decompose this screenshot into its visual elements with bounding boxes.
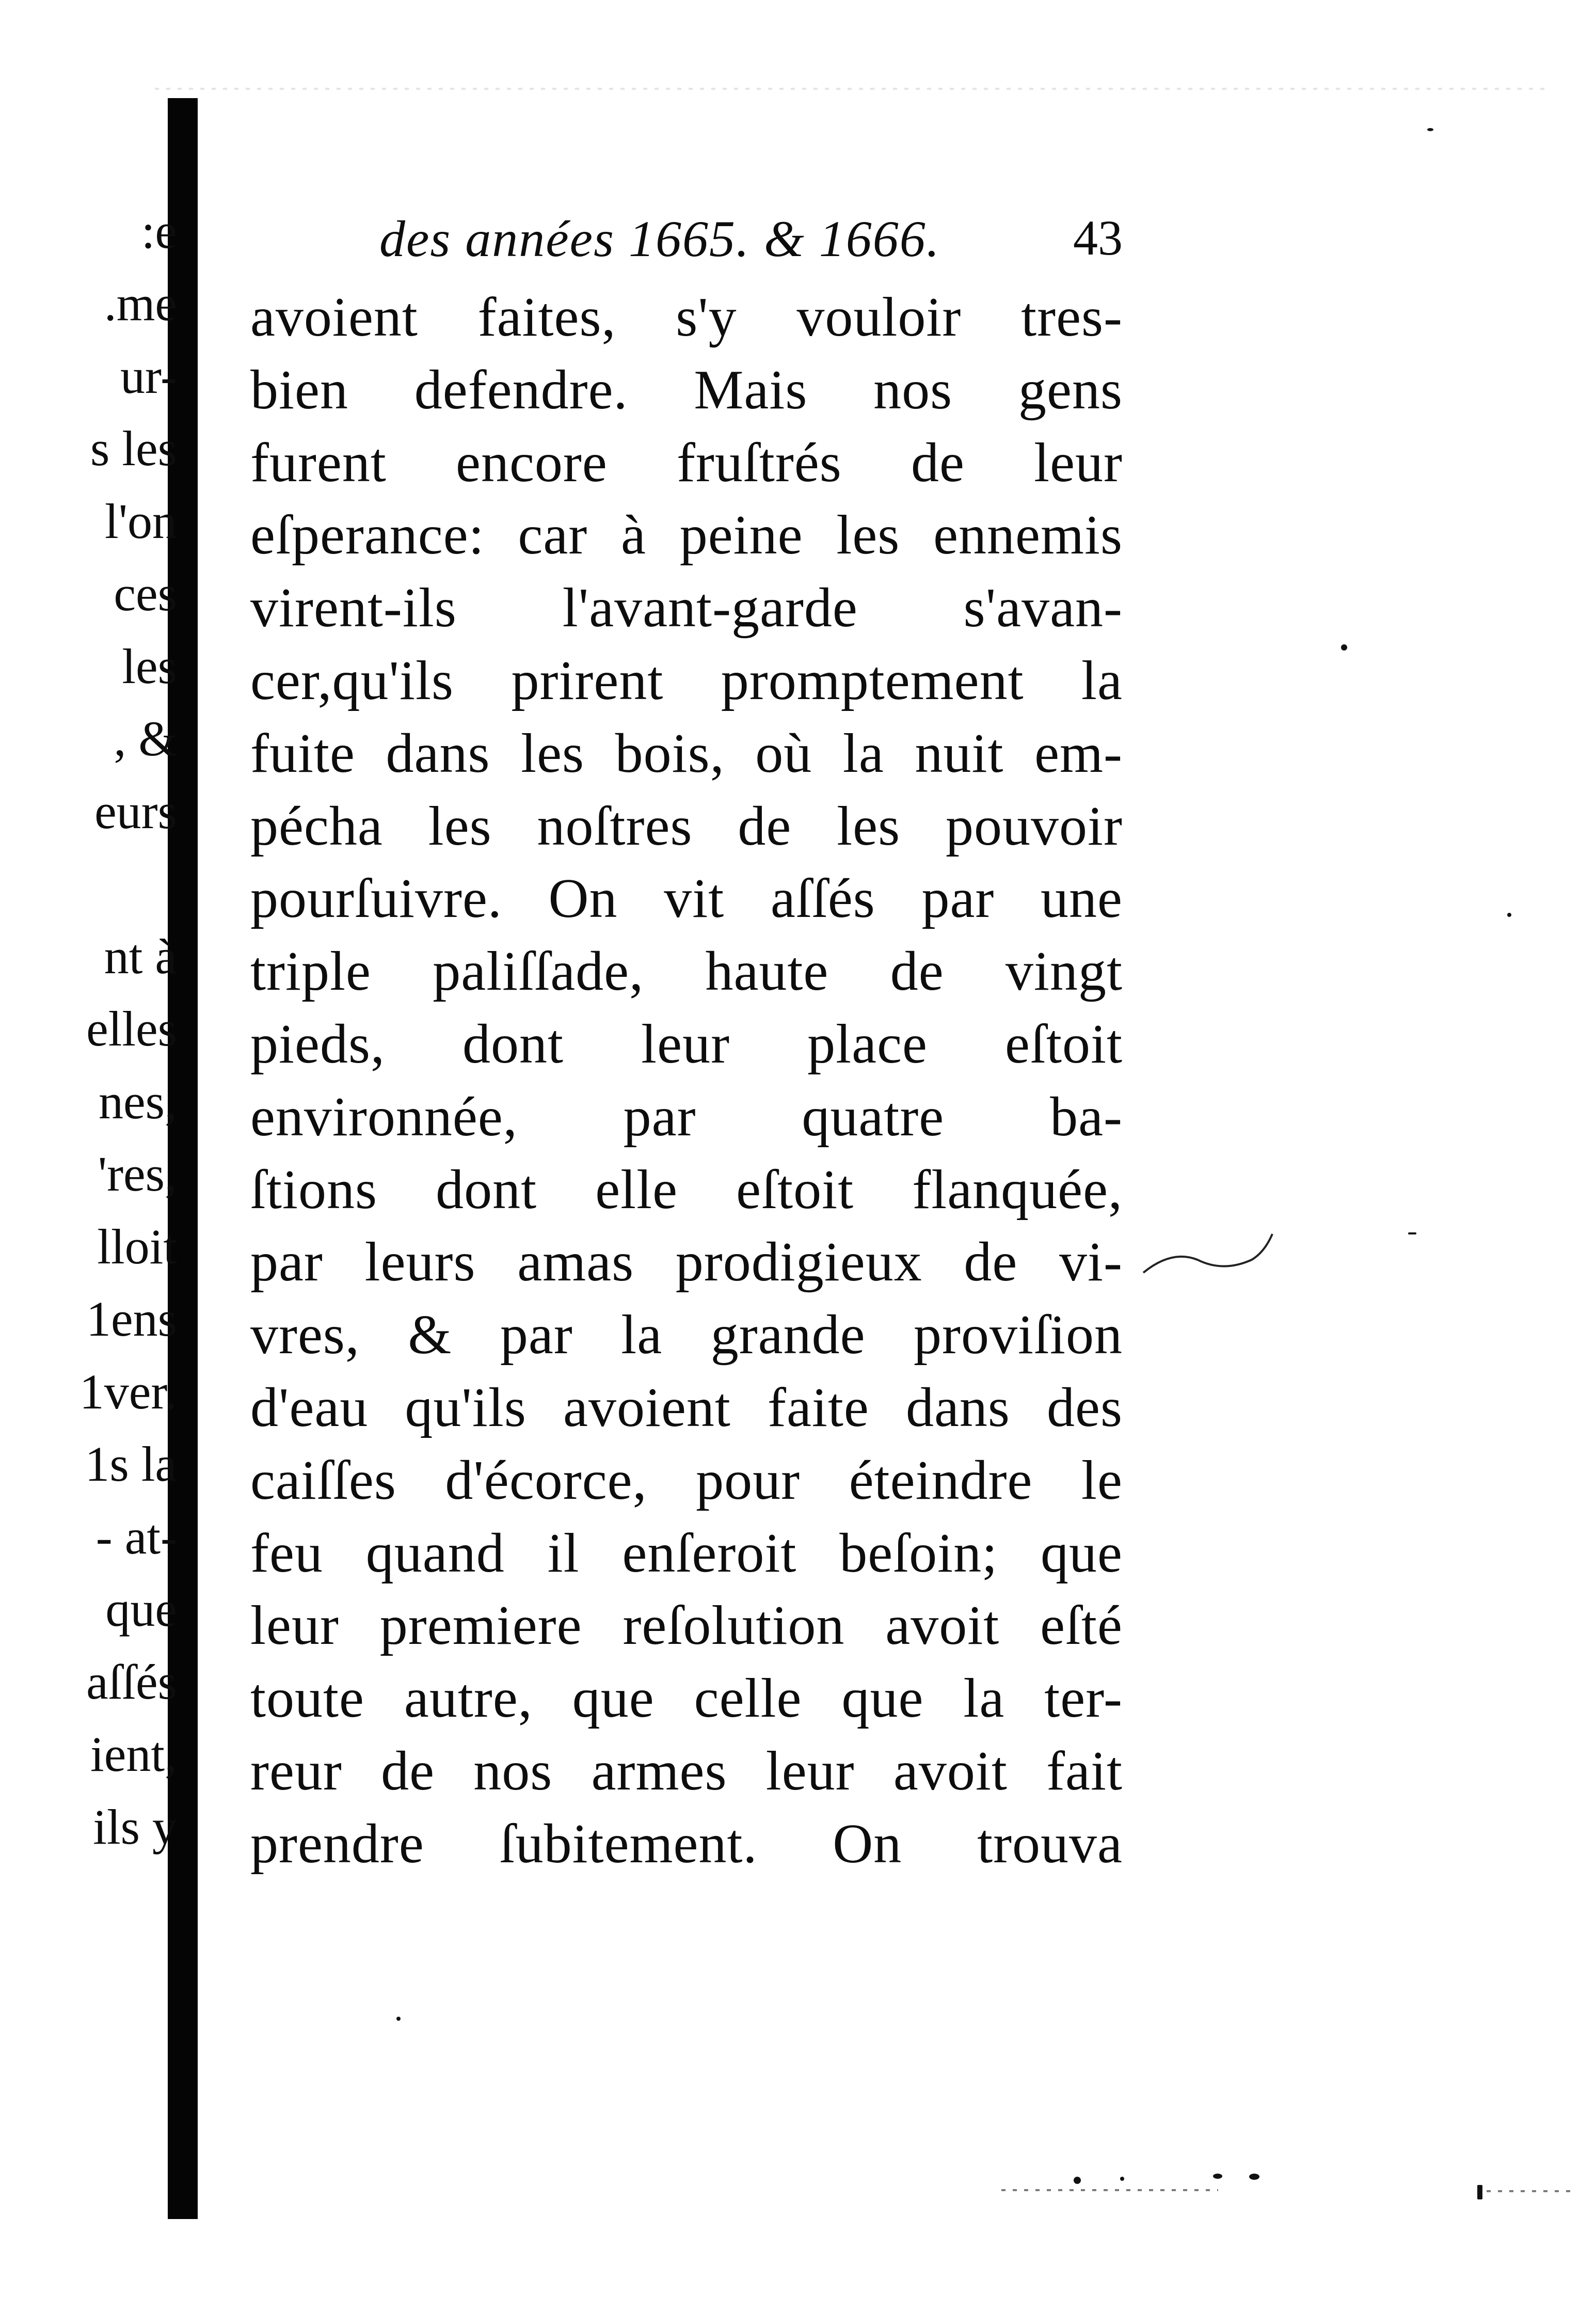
- scan-dashes: [155, 88, 1549, 90]
- text-line: ſtions dont elle eſtoit flanquée,: [250, 1159, 1123, 1221]
- text-line: pécha les noſtres de les pouvoir: [250, 795, 1123, 857]
- text-line: pourſuivre. On vit aſſés par une: [250, 868, 1123, 930]
- text-line: leur premiere reſolution avoit eſté: [250, 1595, 1123, 1657]
- scan-dashes: [1487, 2190, 1574, 2192]
- fragment-line: ur-: [120, 348, 177, 404]
- text-line: avoient faites, s'y vouloir tres-: [250, 287, 1123, 348]
- fragment-line: - at-: [95, 1509, 177, 1564]
- running-title: des années 1665. & 1666.: [379, 210, 940, 267]
- fragment-line: les: [122, 639, 177, 694]
- text-line: par leurs amas prodigieux de vi-: [250, 1231, 1123, 1293]
- fragment-line: nes,: [99, 1074, 177, 1129]
- fragment-line: :e: [141, 203, 177, 259]
- scan-speck: [396, 2017, 401, 2021]
- text-line: triple paliſſade, haute de vingt: [250, 941, 1123, 1003]
- fragment-line: elles: [86, 1001, 177, 1056]
- text-line: virent-ils l'avant-garde s'avan-: [250, 577, 1123, 639]
- scan-speck: [1249, 2174, 1259, 2180]
- fragment-line: aſſés: [86, 1654, 177, 1709]
- scan-speck: [1341, 644, 1347, 651]
- fragment-line: 1ver.: [79, 1364, 177, 1419]
- text-line: d'eau qu'ils avoient faite dans des: [250, 1376, 1123, 1438]
- text-line: caiſſes d'écorce, pour éteindre le: [250, 1449, 1123, 1511]
- fragment-line: eurs: [94, 784, 177, 839]
- fragment-line: que: [105, 1581, 177, 1637]
- text-line: fuite dans les bois, où la nuit em-: [250, 722, 1123, 784]
- text-line: furent encore fruſtrés de leur: [250, 432, 1123, 494]
- scan-speck: [1477, 2185, 1482, 2199]
- fragment-line: ils y: [93, 1799, 177, 1855]
- text-line: cer,qu'ils prirent promptement la: [250, 650, 1123, 711]
- text-line: prendre ſubitement. On trouva: [250, 1813, 1123, 1875]
- scan-speck: [1213, 2174, 1222, 2179]
- fragment-line: 1s la: [85, 1436, 177, 1492]
- fragment-line: , &: [114, 711, 177, 766]
- fragment-line: .me: [104, 276, 177, 331]
- scan-speck: [1408, 1232, 1416, 1234]
- fragment-line: 'res,: [98, 1146, 177, 1201]
- fragment-line: ient,: [90, 1726, 177, 1782]
- fragment-line: 1ens: [86, 1291, 177, 1346]
- text-line: eſperance: car à peine les ennemis: [250, 504, 1123, 566]
- scan-stroke: [1141, 1229, 1280, 1291]
- text-line: feu quand il enſeroit beſoin; que: [250, 1522, 1123, 1584]
- scan-speck: [1120, 2177, 1124, 2181]
- scan-speck: [1507, 913, 1511, 917]
- body-text: [250, 281, 1123, 1881]
- text-line: toute autre, que celle que la ter-: [250, 1668, 1123, 1730]
- scan-dashes: [1001, 2189, 1218, 2191]
- fragment-line: nt à: [104, 929, 177, 984]
- fragment-line: lloit: [97, 1219, 177, 1274]
- fragment-line: l'on: [105, 494, 177, 549]
- page-number: 43: [1073, 210, 1123, 265]
- fragment-line: s les: [90, 421, 177, 476]
- text-line: environnée, par quatre ba-: [250, 1086, 1123, 1148]
- text-line: vres, & par la grande proviſion: [250, 1304, 1123, 1366]
- scan-speck: [1074, 2177, 1081, 2184]
- scan-speck: [1427, 128, 1433, 131]
- text-line: pieds, dont leur place eſtoit: [250, 1013, 1123, 1075]
- text-line: bien defendre. Mais nos gens: [250, 359, 1123, 421]
- running-header: [379, 209, 1123, 271]
- text-line: reur de nos armes leur avoit fait: [250, 1740, 1123, 1802]
- fragment-line: ces: [114, 566, 177, 621]
